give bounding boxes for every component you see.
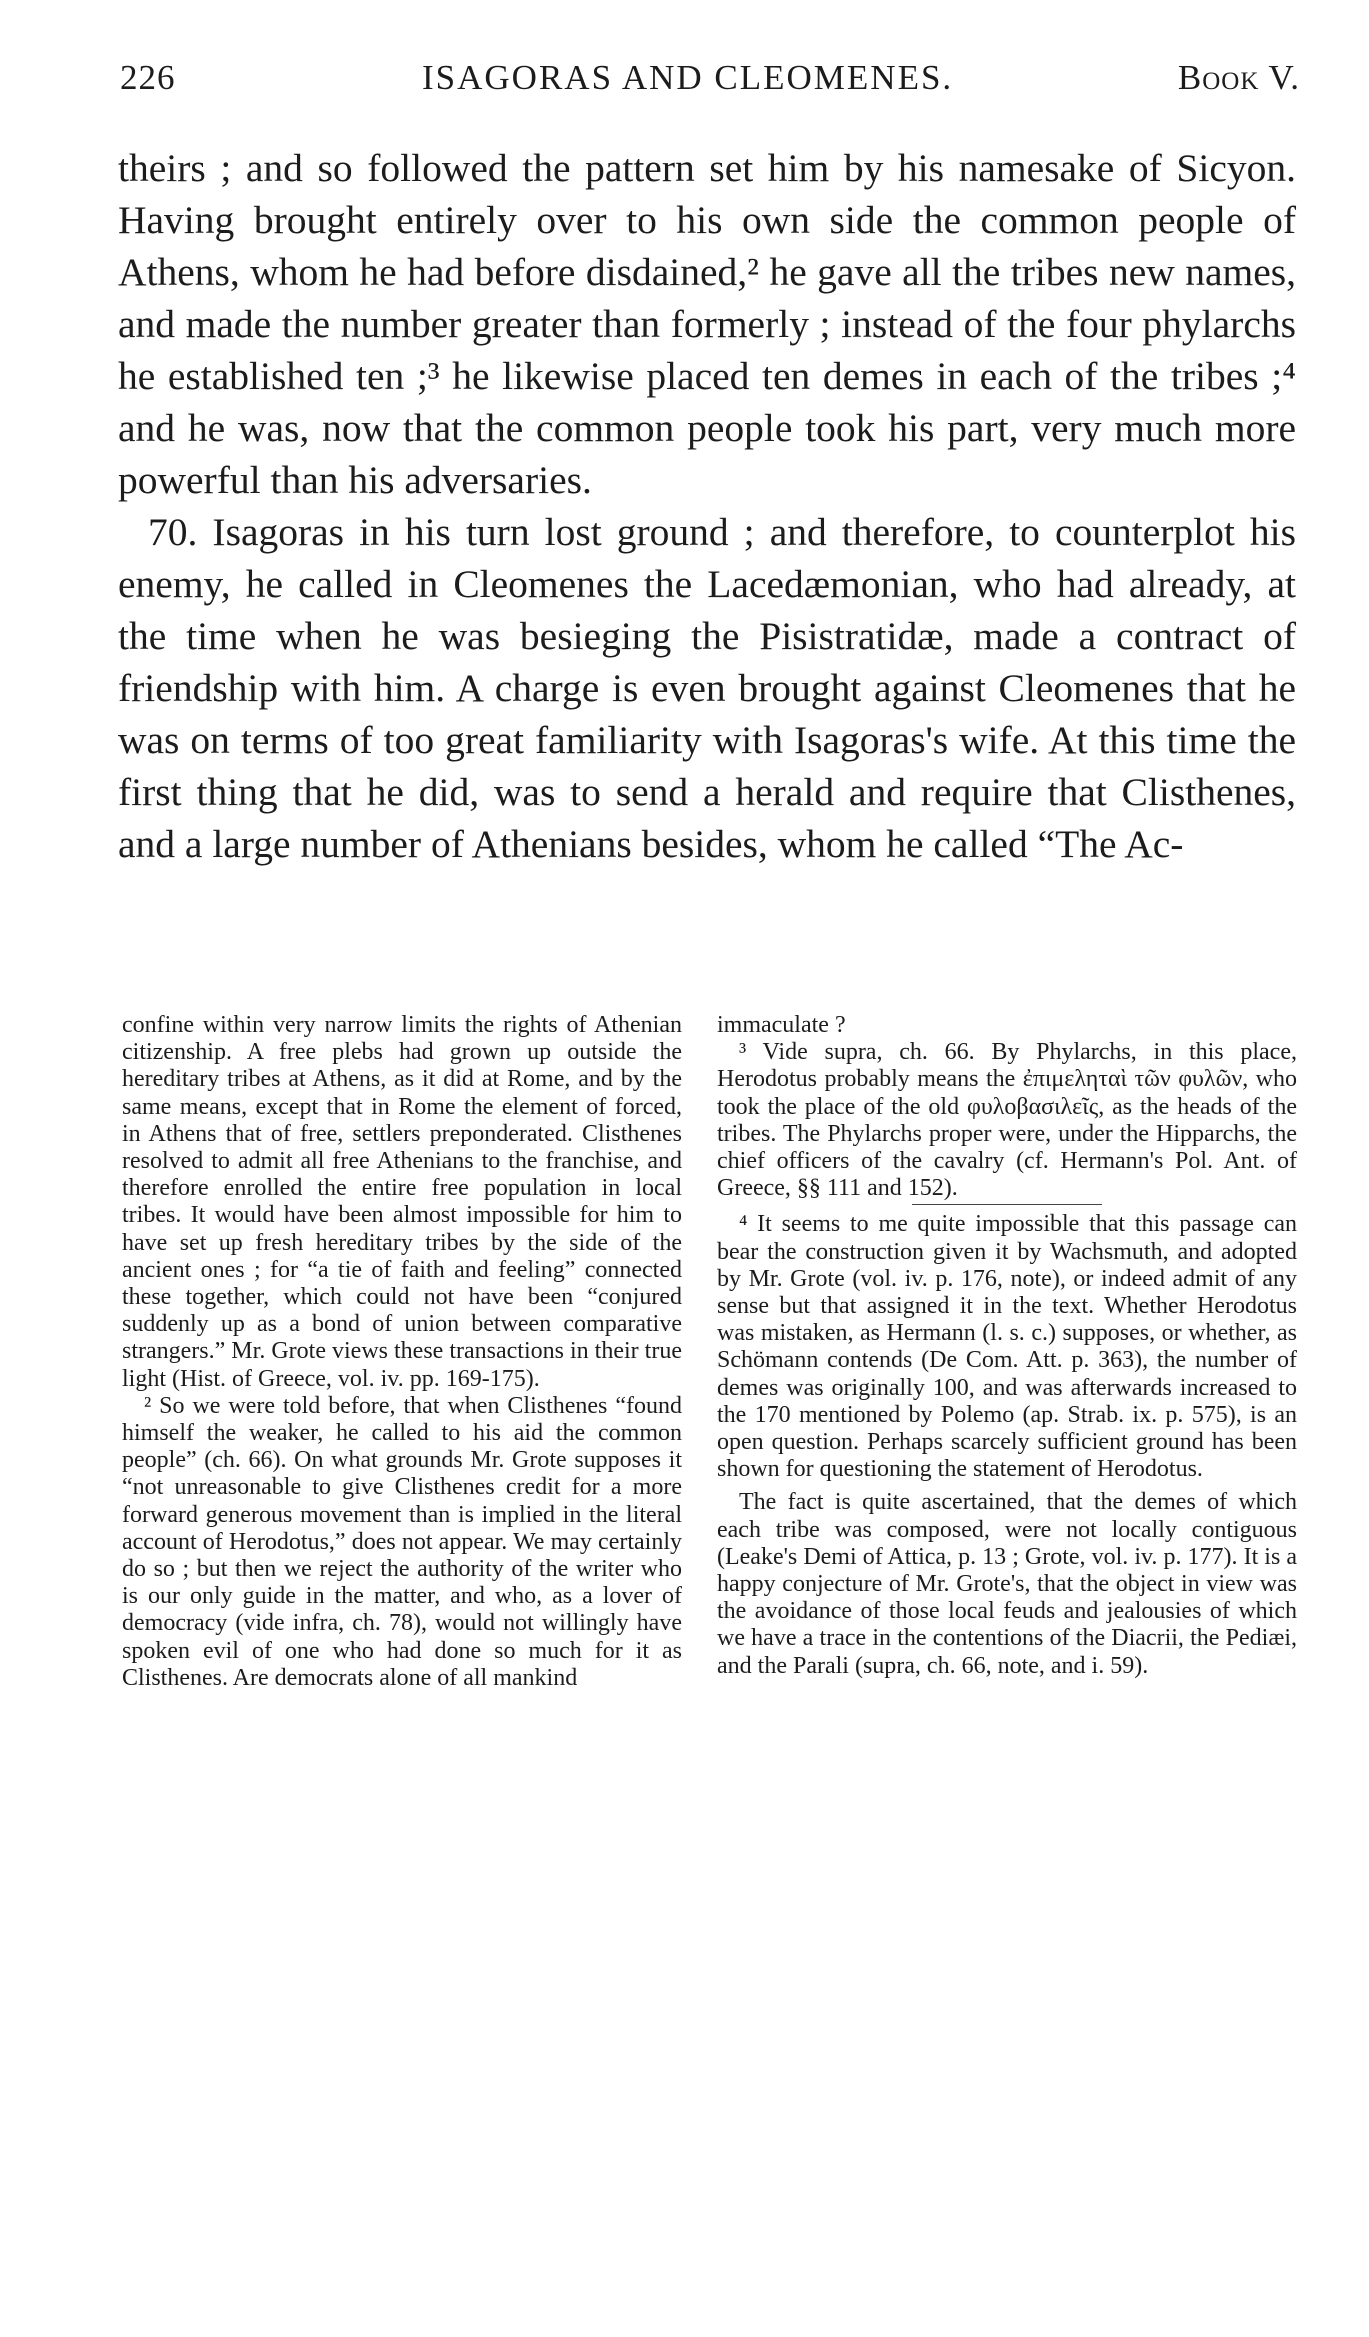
page-number: 226 (120, 58, 176, 97)
footnote: immaculate ? (717, 1012, 846, 1038)
footnote-divider (912, 1204, 1102, 1205)
book-label: Book V. (1177, 58, 1300, 97)
footnotes-right-column (717, 1012, 1297, 1680)
footnotes-left-column (122, 1012, 682, 1692)
running-head (120, 58, 1300, 118)
footnote: ³ Vide supra, ch. 66. By Phylarchs, in this place, Herodotus probably means the ἐπιμεληταὶ τῶν φυλῶν, who took the place of the old φυλοβασιλεῖς, as the heads of the tribes. The Phylarchs proper were, under the Hipparchs, the chief officers of the cavalry (cf. Hermann's Pol. Ant. of Greece, §§ 111 and 152). (717, 1039, 1297, 1202)
chapter-title: ISAGORAS AND CLEOMENES. (422, 58, 954, 97)
footnote: ² So we were told before, that when Clisthenes “found himself the weaker, he called to his aid the common people” (ch. 66). On what grounds Mr. Grote supposes it “not unreasonable to give Clisthenes credit for a more forward generous movement than is implied in the literal account of Herodotus,” does not appear. We may certainly do so ; but then we reject the authority of the writer who is our only guide in the matter, and who, as a lover of democracy (vide infra, ch. 78), would not willingly have spoken evil of one who had done so much for it as Clisthenes. Are democrats alone of all mankind (122, 1392, 682, 1691)
footnote: confine within very narrow limits the rights of Athenian citizenship. A free plebs had grown up outside the hereditary tribes at Athens, as it did at Rome, and by the same means, except that in Rome the element of forced, in Athens that of free, settlers preponderated. Clisthenes resolved to admit all free Athenians to the franchise, and therefore enrolled the entire free population in local tribes. It would have been almost impossible for him to have set up fresh hereditary tribes by the side of the ancient ones ; for “a tie of faith and feeling” connected these together, which could not have been “conjured suddenly up as a bond of union between comparative strangers.” Mr. Grote views these transactions in their true light (Hist. of Greece, vol. iv. pp. 169-175). (122, 1012, 682, 1392)
main-paragraph: 70. Isagoras in his turn lost ground ; and therefore, to counterplot his enemy, he called in Cleomenes the Lacedæmonian, who had already, at the time when he was besieging the Pisistratidæ, made a contract of friendship with him. A charge is even brought against Cleomenes that he was on terms of too great familiarity with Isagoras's wife. At this time the first thing that he did, was to send a herald and require that Clisthenes, and a large number of Athenians besides, whom he called “The Ac- (118, 510, 1296, 866)
main-paragraph: theirs ; and so followed the pattern set him by his namesake of Sicyon. Having brought entirely over to his own side the common people of Athens, whom he had before disdained,² he gave all the tribes new names, and made the number greater than formerly ; instead of the four phylarchs he established ten ;³ he likewise placed ten demes in each of the tribes ;⁴ and he was, now that the common people took his part, very much more powerful than his adversaries. (118, 146, 1296, 502)
main-text (118, 142, 1296, 870)
footnote: The fact is quite ascertained, that the demes of which each tribe was composed, were not locally contiguous (Leake's Demi of Attica, p. 13 ; Grote, vol. iv. p. 177). It is a happy conjecture of Mr. Grote's, that the object in view was the avoidance of those local feuds and jealousies of which we have a trace in the contentions of the Diacrii, the Pediæi, and the Parali (supra, ch. 66, note, and i. 59). (717, 1489, 1297, 1679)
footnote: ⁴ It seems to me quite impossible that this passage can bear the construction given it by Wachsmuth, and adopted by Mr. Grote (vol. iv. p. 176, note), or indeed admit of any sense but that assigned it in the text. Whether Herodotus was mistaken, as Hermann (l. s. c.) supposes, or whether, as Schömann contends (De Com. Att. p. 363), the number of demes was originally 100, and was afterwards increased to the 170 mentioned by Polemo (ap. Strab. ix. p. 575), is an open question. Perhaps scarcely sufficient ground has been shown for questioning the statement of Herodotus. (717, 1211, 1297, 1483)
